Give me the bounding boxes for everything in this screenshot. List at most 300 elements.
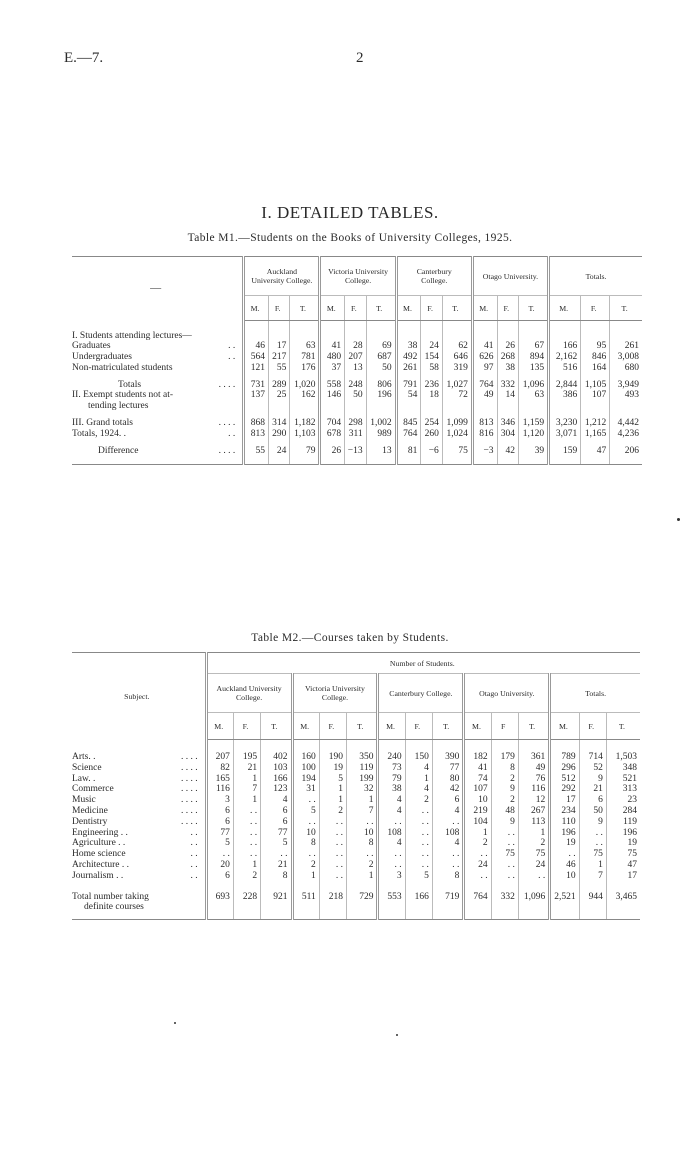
table-cell: 1,159 xyxy=(519,412,549,429)
column-subheader: M. xyxy=(378,713,405,740)
table-cell: 41 xyxy=(464,763,491,774)
table-cell: 121 xyxy=(244,363,269,374)
table-cell: 6 xyxy=(206,806,233,817)
row-label-text: Commerce xyxy=(72,784,114,795)
table-cell: 1,105 xyxy=(581,374,610,391)
table-cell xyxy=(432,902,463,919)
table-cell xyxy=(290,321,320,342)
table-cell: . . xyxy=(579,838,606,849)
table-cell: 166 xyxy=(405,882,432,903)
table-row xyxy=(72,806,640,817)
table-cell: 23 xyxy=(606,795,640,806)
table-cell: 516 xyxy=(549,363,581,374)
table-row xyxy=(72,412,642,429)
table-cell: 764 xyxy=(464,882,491,903)
table-row xyxy=(72,828,640,839)
table-cell: 38 xyxy=(378,784,405,795)
table-cell: 77 xyxy=(261,828,292,839)
table-cell: . . xyxy=(432,849,463,860)
table-cell: . . xyxy=(491,838,518,849)
table-cell: 348 xyxy=(606,763,640,774)
column-subheader: F. xyxy=(319,713,346,740)
table-cell: 154 xyxy=(421,352,442,363)
table-cell: 63 xyxy=(519,390,549,401)
table-cell: 47 xyxy=(581,440,610,465)
table-cell: . . xyxy=(518,871,549,882)
column-group-header: Auckland University College. xyxy=(244,257,320,296)
table-cell: 137 xyxy=(244,390,269,401)
table-cell: 311 xyxy=(345,429,366,440)
table-cell: 24 xyxy=(421,341,442,352)
table-cell: 791 xyxy=(396,374,421,391)
row-label-text: Science xyxy=(72,762,102,773)
leader-dots: . . xyxy=(190,859,198,870)
row-label xyxy=(72,321,244,342)
table-cell: 21 xyxy=(233,763,260,774)
table-cell: 314 xyxy=(268,412,289,429)
table-cell: . . xyxy=(405,806,432,817)
column-subheader: F. xyxy=(268,296,289,321)
table-cell: 480 xyxy=(320,352,345,363)
row-label-text: Difference xyxy=(98,445,139,456)
table-cell: 19 xyxy=(606,838,640,849)
table-cell xyxy=(347,902,378,919)
table-cell: . . xyxy=(378,817,405,828)
table-cell: 82 xyxy=(206,763,233,774)
table-cell: 206 xyxy=(610,440,642,465)
table-cell: 72 xyxy=(442,390,472,401)
table-cell: 10 xyxy=(347,828,378,839)
table-cell: 164 xyxy=(581,363,610,374)
table-cell: . . xyxy=(292,849,319,860)
table-cell: 42 xyxy=(432,784,463,795)
table-cell: 48 xyxy=(491,806,518,817)
table-cell: 261 xyxy=(610,341,642,352)
column-subheader: T. xyxy=(347,713,378,740)
table-cell: 813 xyxy=(244,429,269,440)
table-cell: 234 xyxy=(550,806,579,817)
page-code: E.—7. xyxy=(64,50,104,66)
table-cell: 77 xyxy=(206,828,233,839)
table-cell: 195 xyxy=(233,740,260,763)
column-subheader: M. xyxy=(244,296,269,321)
column-subheader: T. xyxy=(606,713,640,740)
table-cell: . . xyxy=(378,849,405,860)
table-cell: . . xyxy=(464,849,491,860)
row-label-text: I. Students attending lectures— xyxy=(72,330,192,341)
table-cell: 268 xyxy=(497,352,518,363)
table-cell: 4 xyxy=(378,795,405,806)
table-cell: 284 xyxy=(606,806,640,817)
row-label xyxy=(72,390,244,401)
table-cell: 6 xyxy=(432,795,463,806)
table-cell: 626 xyxy=(472,352,497,363)
table-cell: 646 xyxy=(442,352,472,363)
table-row xyxy=(72,429,642,440)
table-cell: 119 xyxy=(347,763,378,774)
column-group-header: Victoria University College. xyxy=(320,257,396,296)
table-cell xyxy=(581,401,610,412)
column-group-header: Totals. xyxy=(549,257,642,296)
table-cell: 219 xyxy=(464,806,491,817)
table-cell: 1,503 xyxy=(606,740,640,763)
row-label xyxy=(72,806,206,817)
table-cell: 6 xyxy=(261,806,292,817)
table-cell: 254 xyxy=(421,412,442,429)
table-cell: 182 xyxy=(464,740,491,763)
column-subheader: M. xyxy=(320,296,345,321)
table-m1 xyxy=(72,256,642,465)
row-label-text: Undergraduates xyxy=(72,352,132,363)
row-label xyxy=(72,795,206,806)
table-cell: 2,521 xyxy=(550,882,579,903)
table-cell: 680 xyxy=(610,363,642,374)
row-label-text: tending lectures xyxy=(88,401,149,412)
column-subheader: M. xyxy=(396,296,421,321)
row-label xyxy=(72,882,206,903)
table-cell: 2 xyxy=(491,774,518,785)
table-row xyxy=(72,352,642,363)
table-cell: 49 xyxy=(518,763,549,774)
table-cell xyxy=(290,401,320,412)
table-cell: 361 xyxy=(518,740,549,763)
table-cell: 894 xyxy=(519,352,549,363)
column-group-header: Victoria University College. xyxy=(292,674,378,713)
row-label-text: Engineering . . xyxy=(72,827,128,838)
column-subheader: F. xyxy=(405,713,432,740)
table-cell: 2 xyxy=(518,838,549,849)
speck-mark xyxy=(677,518,680,521)
row-label xyxy=(72,849,206,860)
subject-header: Subject. xyxy=(72,653,206,740)
table-cell: 1,027 xyxy=(442,374,472,391)
table-cell: 4 xyxy=(378,838,405,849)
table-cell xyxy=(366,321,396,342)
table-cell: 37 xyxy=(320,363,345,374)
table-cell: 2 xyxy=(464,838,491,849)
table-cell: 10 xyxy=(464,795,491,806)
table-cell xyxy=(244,401,269,412)
table-cell xyxy=(491,902,518,919)
table-cell: 512 xyxy=(550,774,579,785)
table-cell: 2 xyxy=(292,860,319,871)
table-cell: 166 xyxy=(261,774,292,785)
table-cell: 5 xyxy=(261,838,292,849)
table-cell: 402 xyxy=(261,740,292,763)
table-cell: . . xyxy=(405,828,432,839)
table-cell: 3 xyxy=(206,795,233,806)
table-cell: 2 xyxy=(233,871,260,882)
row-label-text: Non-matriculated students xyxy=(72,362,173,373)
table-cell: 50 xyxy=(579,806,606,817)
table-cell: 75 xyxy=(491,849,518,860)
column-group-header: Totals. xyxy=(550,674,640,713)
row-label xyxy=(72,740,206,763)
row-label xyxy=(72,828,206,839)
table-cell: . . xyxy=(292,795,319,806)
leader-dots: . . . . xyxy=(181,816,198,827)
table-cell xyxy=(610,321,642,342)
table-cell: 176 xyxy=(290,363,320,374)
row-label xyxy=(72,871,206,882)
table-cell: 97 xyxy=(472,363,497,374)
table-cell: 46 xyxy=(550,860,579,871)
table-cell: 55 xyxy=(268,363,289,374)
table-cell: . . xyxy=(233,838,260,849)
table-cell: 7 xyxy=(233,784,260,795)
table-cell: 1,212 xyxy=(581,412,610,429)
row-label-text: Graduates xyxy=(72,341,111,352)
table-cell: 207 xyxy=(206,740,233,763)
table-cell: 19 xyxy=(319,763,346,774)
column-subheader: M. xyxy=(550,713,579,740)
table-cell: 764 xyxy=(472,374,497,391)
table-cell: . . xyxy=(319,860,346,871)
table-cell: 47 xyxy=(606,860,640,871)
table-cell: 6 xyxy=(206,817,233,828)
table-cell: 1,096 xyxy=(518,882,549,903)
table-cell: 1 xyxy=(405,774,432,785)
table-row xyxy=(72,838,640,849)
table-cell: 2,162 xyxy=(549,352,581,363)
table-cell: . . xyxy=(432,860,463,871)
column-subheader: T. xyxy=(261,713,292,740)
table-row xyxy=(72,763,640,774)
table-cell: 511 xyxy=(292,882,319,903)
row-label xyxy=(72,838,206,849)
table-cell: 194 xyxy=(292,774,319,785)
leader-dots: . . . . xyxy=(218,445,236,456)
table-cell: 18 xyxy=(421,390,442,401)
table-cell xyxy=(366,401,396,412)
table-cell: 179 xyxy=(491,740,518,763)
table-cell: 9 xyxy=(491,784,518,795)
table-m2 xyxy=(72,652,640,920)
table-cell xyxy=(268,401,289,412)
table-cell: 8 xyxy=(491,763,518,774)
column-subheader: M. xyxy=(464,713,491,740)
leader-dots: . . xyxy=(190,870,198,881)
leader-dots: . . . . xyxy=(218,418,236,429)
table-cell: 75 xyxy=(442,440,472,465)
table-cell: 52 xyxy=(579,763,606,774)
table-cell: 9 xyxy=(579,817,606,828)
table-row xyxy=(72,871,640,882)
table-cell: 25 xyxy=(268,390,289,401)
table-cell: 108 xyxy=(432,828,463,839)
table-cell: 159 xyxy=(549,440,581,465)
table-cell: 5 xyxy=(405,871,432,882)
table-cell: 493 xyxy=(610,390,642,401)
table-cell: 764 xyxy=(396,429,421,440)
table-cell: 113 xyxy=(518,817,549,828)
table-cell: 989 xyxy=(366,429,396,440)
table-cell: 2 xyxy=(319,806,346,817)
row-label-text: Music xyxy=(72,795,96,806)
table-cell xyxy=(378,902,405,919)
row-label xyxy=(72,763,206,774)
table-row xyxy=(72,902,640,919)
table-cell: 4,442 xyxy=(610,412,642,429)
column-subheader: T. xyxy=(442,296,472,321)
table-cell: 267 xyxy=(518,806,549,817)
table-cell: 3 xyxy=(378,871,405,882)
table-cell: 13 xyxy=(345,363,366,374)
row-label-text: Total number taking xyxy=(72,891,149,902)
table-cell: 26 xyxy=(320,440,345,465)
table-cell: 846 xyxy=(581,352,610,363)
table-cell: 46 xyxy=(244,341,269,352)
table-cell: . . xyxy=(319,828,346,839)
table-cell: 10 xyxy=(292,828,319,839)
table-cell: 63 xyxy=(290,341,320,352)
table-cell: 49 xyxy=(472,390,497,401)
table-cell: 8 xyxy=(347,838,378,849)
column-subheader: M. xyxy=(549,296,581,321)
table-cell xyxy=(472,401,497,412)
column-subheader: T. xyxy=(432,713,463,740)
column-group-header: Otago University. xyxy=(472,257,548,296)
table-cell xyxy=(320,321,345,342)
table-cell: 3,008 xyxy=(610,352,642,363)
table-cell: . . xyxy=(378,860,405,871)
table-cell: 386 xyxy=(549,390,581,401)
table-cell: 564 xyxy=(244,352,269,363)
table-cell: 74 xyxy=(464,774,491,785)
table-cell: 678 xyxy=(320,429,345,440)
column-subheader: T. xyxy=(610,296,642,321)
table-cell: 3,230 xyxy=(549,412,581,429)
table-cell: . . xyxy=(464,871,491,882)
table1-caption: Table M1.—Students on the Books of University Colleges, 1925. xyxy=(187,232,513,244)
table-cell: 236 xyxy=(421,374,442,391)
column-subheader: F. xyxy=(233,713,260,740)
table-cell: 6 xyxy=(261,817,292,828)
column-subheader: F. xyxy=(581,296,610,321)
column-subheader: F. xyxy=(497,296,518,321)
leader-dots: . . . . xyxy=(181,751,198,762)
row-label-text: definite courses xyxy=(84,902,144,913)
table-row xyxy=(72,774,640,785)
table-cell: 9 xyxy=(491,817,518,828)
table-cell: 5 xyxy=(292,806,319,817)
table-cell: 21 xyxy=(579,784,606,795)
table-cell: 207 xyxy=(345,352,366,363)
table-row xyxy=(72,882,640,903)
table-row xyxy=(72,740,640,763)
table-cell xyxy=(268,321,289,342)
table-cell xyxy=(497,321,518,342)
table-cell: 9 xyxy=(579,774,606,785)
table-cell: 298 xyxy=(345,412,366,429)
table-cell: 816 xyxy=(472,429,497,440)
table-cell: 75 xyxy=(518,849,549,860)
table-cell xyxy=(319,902,346,919)
row-label-text: Home science xyxy=(72,849,126,860)
row-label xyxy=(72,341,244,352)
table-cell: 104 xyxy=(464,817,491,828)
table-row xyxy=(72,401,642,412)
table-cell: −6 xyxy=(421,440,442,465)
table-row xyxy=(72,795,640,806)
table-cell: 103 xyxy=(261,763,292,774)
column-group-header: Canterbury College. xyxy=(378,674,464,713)
table-cell: 75 xyxy=(606,849,640,860)
table-cell: 1,165 xyxy=(581,429,610,440)
table-cell: 4 xyxy=(405,763,432,774)
table-cell: 24 xyxy=(268,440,289,465)
leader-dots: . . . . xyxy=(218,379,236,390)
table-cell: 4,236 xyxy=(610,429,642,440)
table-cell xyxy=(206,902,233,919)
table-cell: . . xyxy=(233,806,260,817)
table-cell: 704 xyxy=(320,412,345,429)
table-cell: 58 xyxy=(421,363,442,374)
table-cell: 13 xyxy=(366,440,396,465)
table-cell xyxy=(261,902,292,919)
table-cell: 24 xyxy=(518,860,549,871)
table-cell xyxy=(244,321,269,342)
header-dash-cell: — xyxy=(72,257,244,321)
table-cell: 3,949 xyxy=(610,374,642,391)
table-cell: 32 xyxy=(347,784,378,795)
table-cell: 20 xyxy=(206,860,233,871)
table-cell: 1 xyxy=(233,795,260,806)
table-cell: 50 xyxy=(366,363,396,374)
table-cell: 719 xyxy=(432,882,463,903)
table-cell: 319 xyxy=(442,363,472,374)
table-cell: 14 xyxy=(497,390,518,401)
table-cell xyxy=(519,321,549,342)
table-cell: 789 xyxy=(550,740,579,763)
table-cell: 196 xyxy=(606,828,640,839)
row-label-text: Dentistry xyxy=(72,816,108,827)
table-cell: 1 xyxy=(233,860,260,871)
table-cell: 553 xyxy=(378,882,405,903)
table-row xyxy=(72,860,640,871)
row-label xyxy=(72,860,206,871)
table-cell: 248 xyxy=(345,374,366,391)
table-cell: 1,182 xyxy=(290,412,320,429)
table-cell: . . xyxy=(292,817,319,828)
table-cell: 8 xyxy=(292,838,319,849)
table-cell xyxy=(606,902,640,919)
row-label-text: II. Exempt students not at- xyxy=(72,390,174,401)
row-label xyxy=(72,412,244,429)
table-cell: 17 xyxy=(268,341,289,352)
table-cell xyxy=(405,902,432,919)
row-label-text: Architecture . . xyxy=(72,859,129,870)
table-cell: 67 xyxy=(519,341,549,352)
row-label xyxy=(72,374,244,391)
leader-dots: . . xyxy=(190,849,198,860)
table-cell: 218 xyxy=(319,882,346,903)
table-row xyxy=(72,341,642,352)
table-cell: 107 xyxy=(464,784,491,795)
table-cell: 100 xyxy=(292,763,319,774)
table-cell: 26 xyxy=(497,341,518,352)
table-cell: . . xyxy=(347,817,378,828)
table-cell: 199 xyxy=(347,774,378,785)
row-label-text: Totals xyxy=(118,379,142,390)
row-label xyxy=(72,363,244,374)
table-cell xyxy=(421,321,442,342)
table-cell: 108 xyxy=(378,828,405,839)
table-cell: . . xyxy=(319,849,346,860)
table-cell: 196 xyxy=(366,390,396,401)
row-label xyxy=(72,774,206,785)
table-cell: 190 xyxy=(319,740,346,763)
